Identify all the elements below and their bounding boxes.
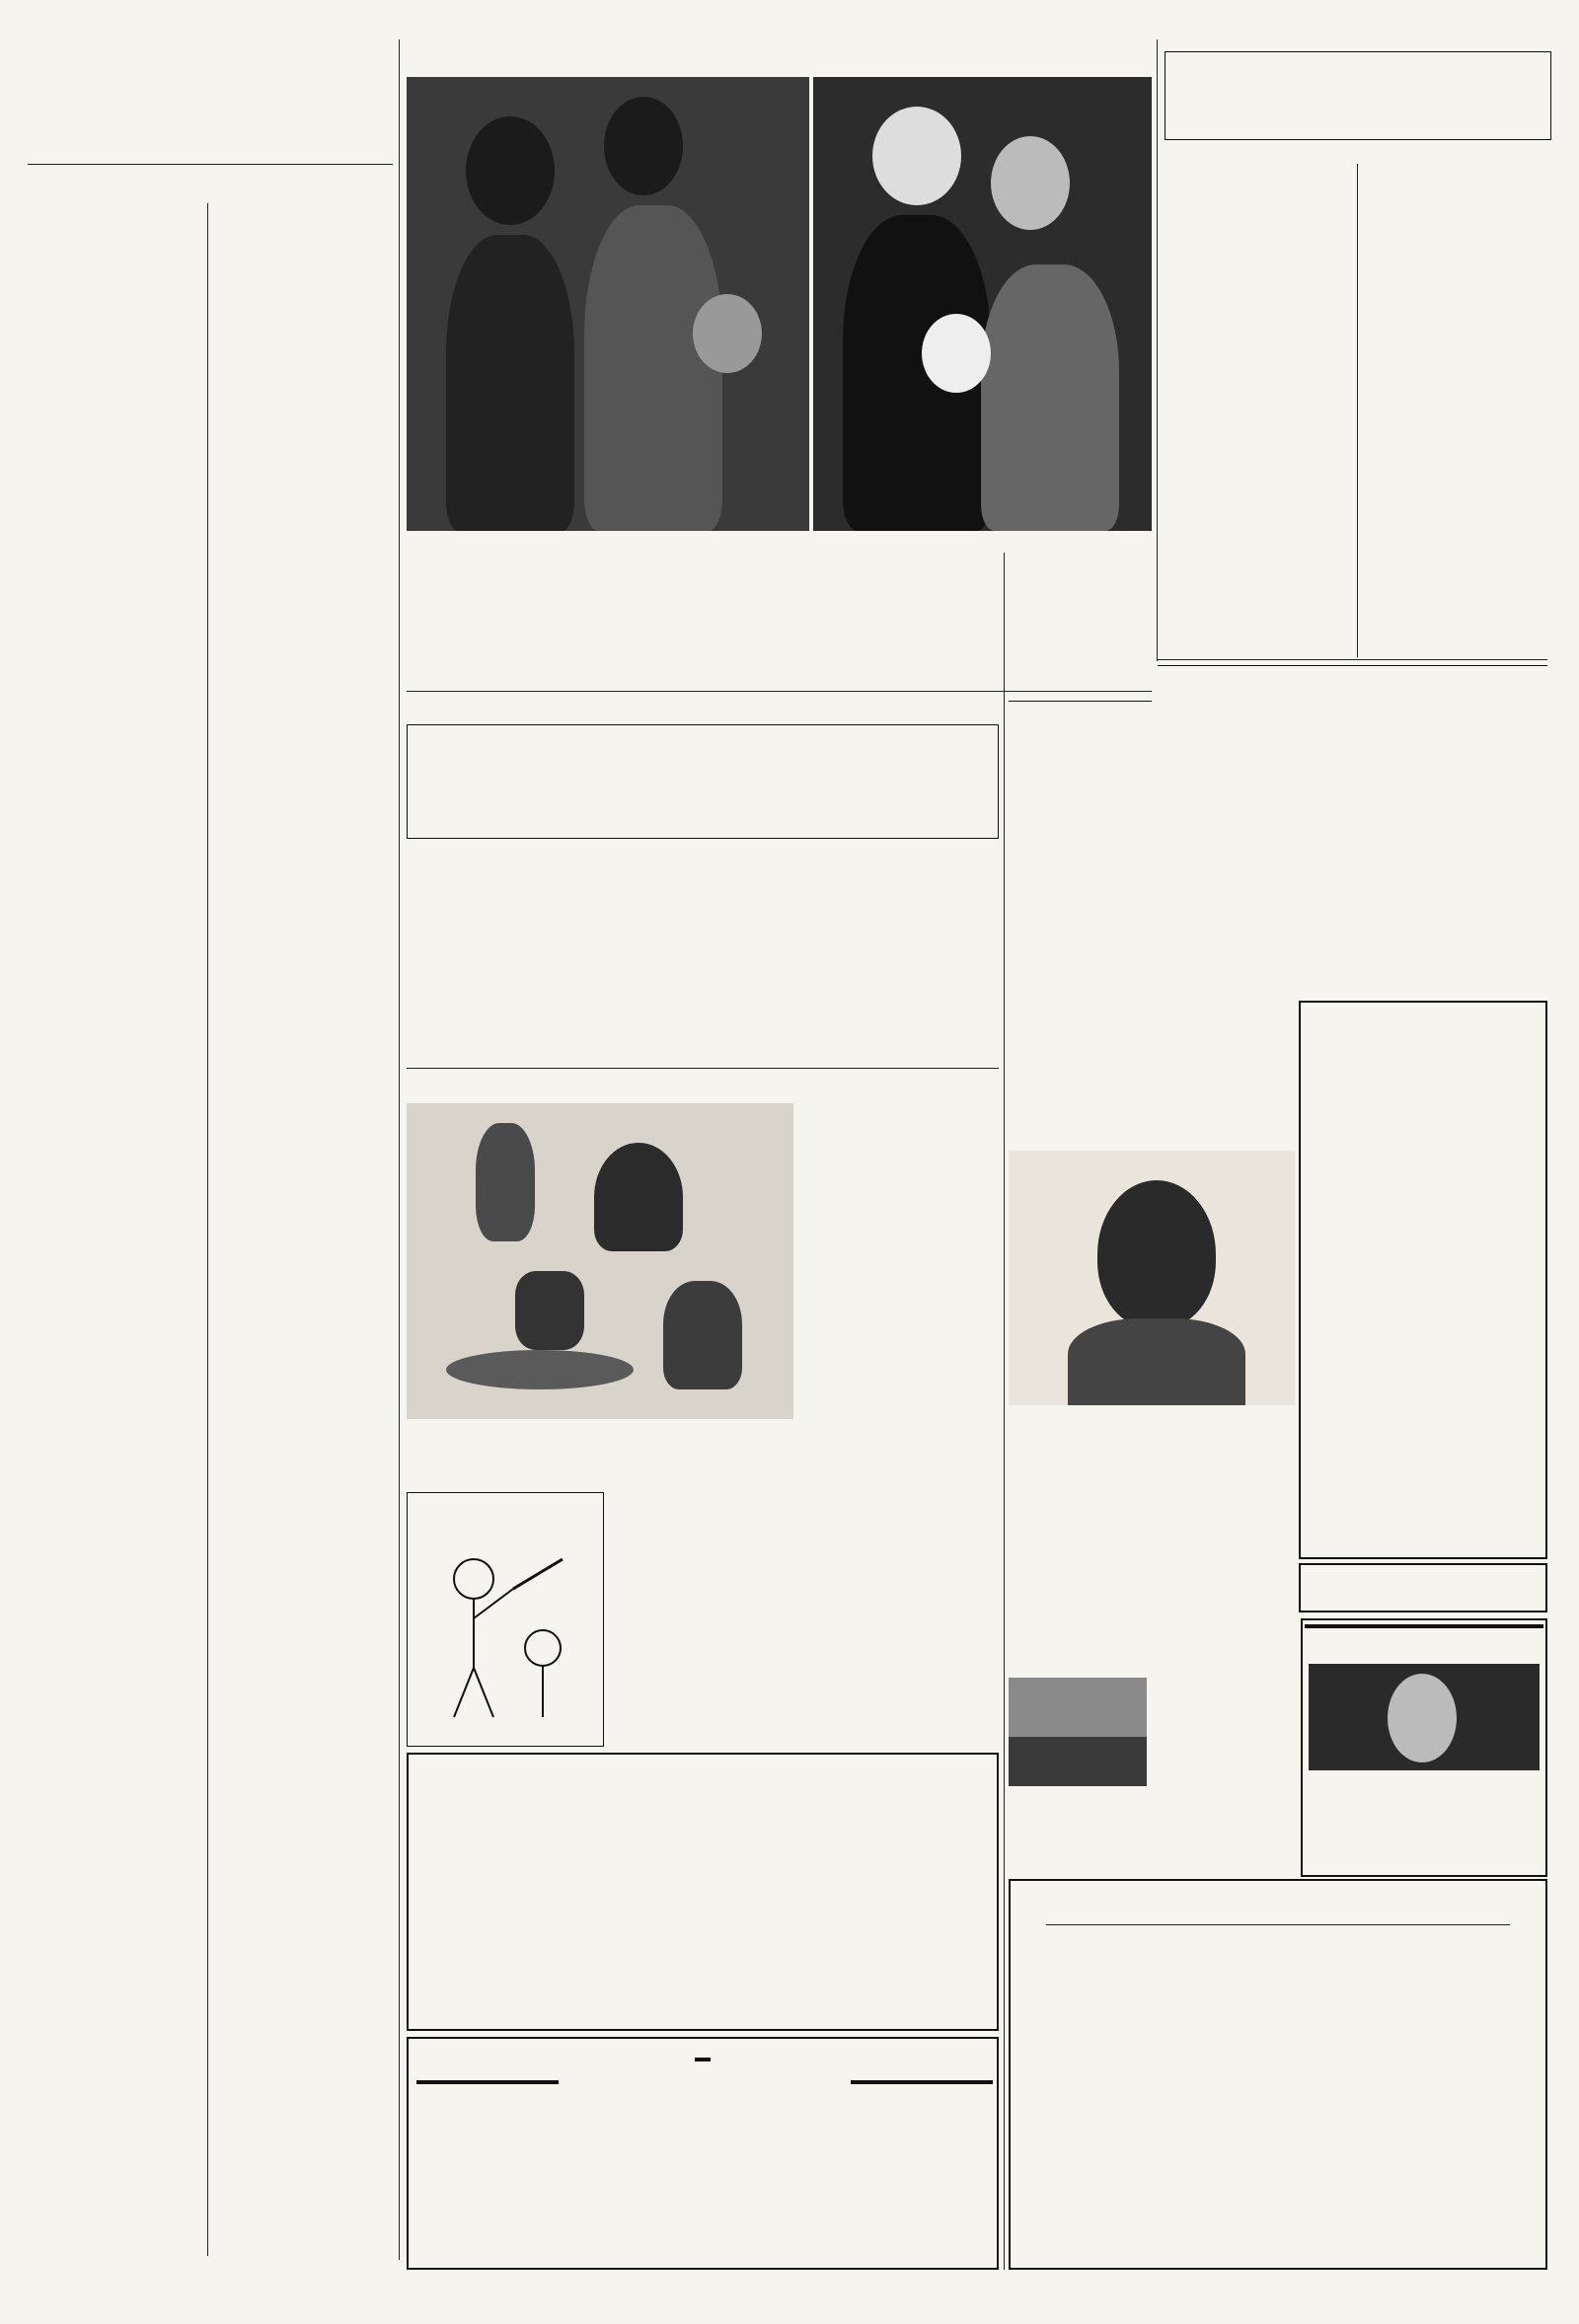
news-body	[805, 1579, 999, 1678]
landscape-photo	[1009, 1678, 1147, 1786]
cinema-name	[416, 2080, 559, 2084]
article-body	[1009, 1806, 1147, 1875]
film-heading	[213, 1624, 393, 1654]
film-review-continued	[28, 2003, 201, 2252]
article-body	[602, 930, 790, 1064]
film-review	[28, 336, 201, 1007]
news-subheading	[805, 1680, 999, 1713]
festival-ad-footer	[1299, 1563, 1547, 1612]
column-text	[1165, 164, 1352, 657]
film-heading	[28, 203, 201, 243]
festival-ad	[1299, 1001, 1547, 1559]
theatre-photo-right	[813, 77, 1152, 531]
film-review	[213, 1739, 393, 2252]
headline-box	[407, 724, 999, 839]
artifacts-photo	[407, 1103, 793, 1419]
ad-date-number	[695, 2058, 711, 2062]
news-subheading	[805, 1536, 999, 1575]
article-body	[602, 847, 790, 906]
theatre-athens-ad	[407, 1753, 999, 2031]
column-text	[1362, 164, 1551, 657]
film-review	[28, 1121, 201, 1999]
article-body	[407, 847, 594, 1064]
article-body	[1155, 1686, 1298, 1873]
article-body	[1009, 801, 1152, 1147]
mousouris-ad	[1009, 1879, 1547, 2270]
director-photo	[1309, 1664, 1540, 1770]
film-review-continued	[213, 203, 393, 1007]
film-credits	[28, 1040, 201, 1119]
article-body	[1352, 766, 1547, 983]
box-headline	[1305, 1624, 1543, 1628]
film-heading	[28, 1009, 201, 1038]
photo-caption	[788, 535, 1152, 653]
article-kicker	[1158, 665, 1547, 666]
article-body	[1158, 766, 1345, 983]
news-body	[1009, 1504, 1295, 1599]
article-body	[795, 847, 999, 1064]
cartoon-drawing	[424, 1530, 592, 1737]
photo-caption	[407, 1423, 604, 1492]
article-body	[799, 1103, 999, 1478]
film-credits	[28, 245, 201, 334]
theatre-photo-left	[407, 77, 809, 531]
cinema-name	[851, 2080, 993, 2084]
box-body	[1309, 1774, 1540, 1873]
news-body	[612, 1555, 799, 1743]
theatre-article	[407, 535, 782, 693]
film-review-continued	[213, 1009, 393, 1620]
column-header-box	[1165, 51, 1551, 140]
photo-caption	[1009, 1409, 1295, 1437]
film-credits	[213, 1658, 393, 1737]
article-headline	[1009, 697, 1152, 702]
bust-photo	[1009, 1151, 1295, 1405]
